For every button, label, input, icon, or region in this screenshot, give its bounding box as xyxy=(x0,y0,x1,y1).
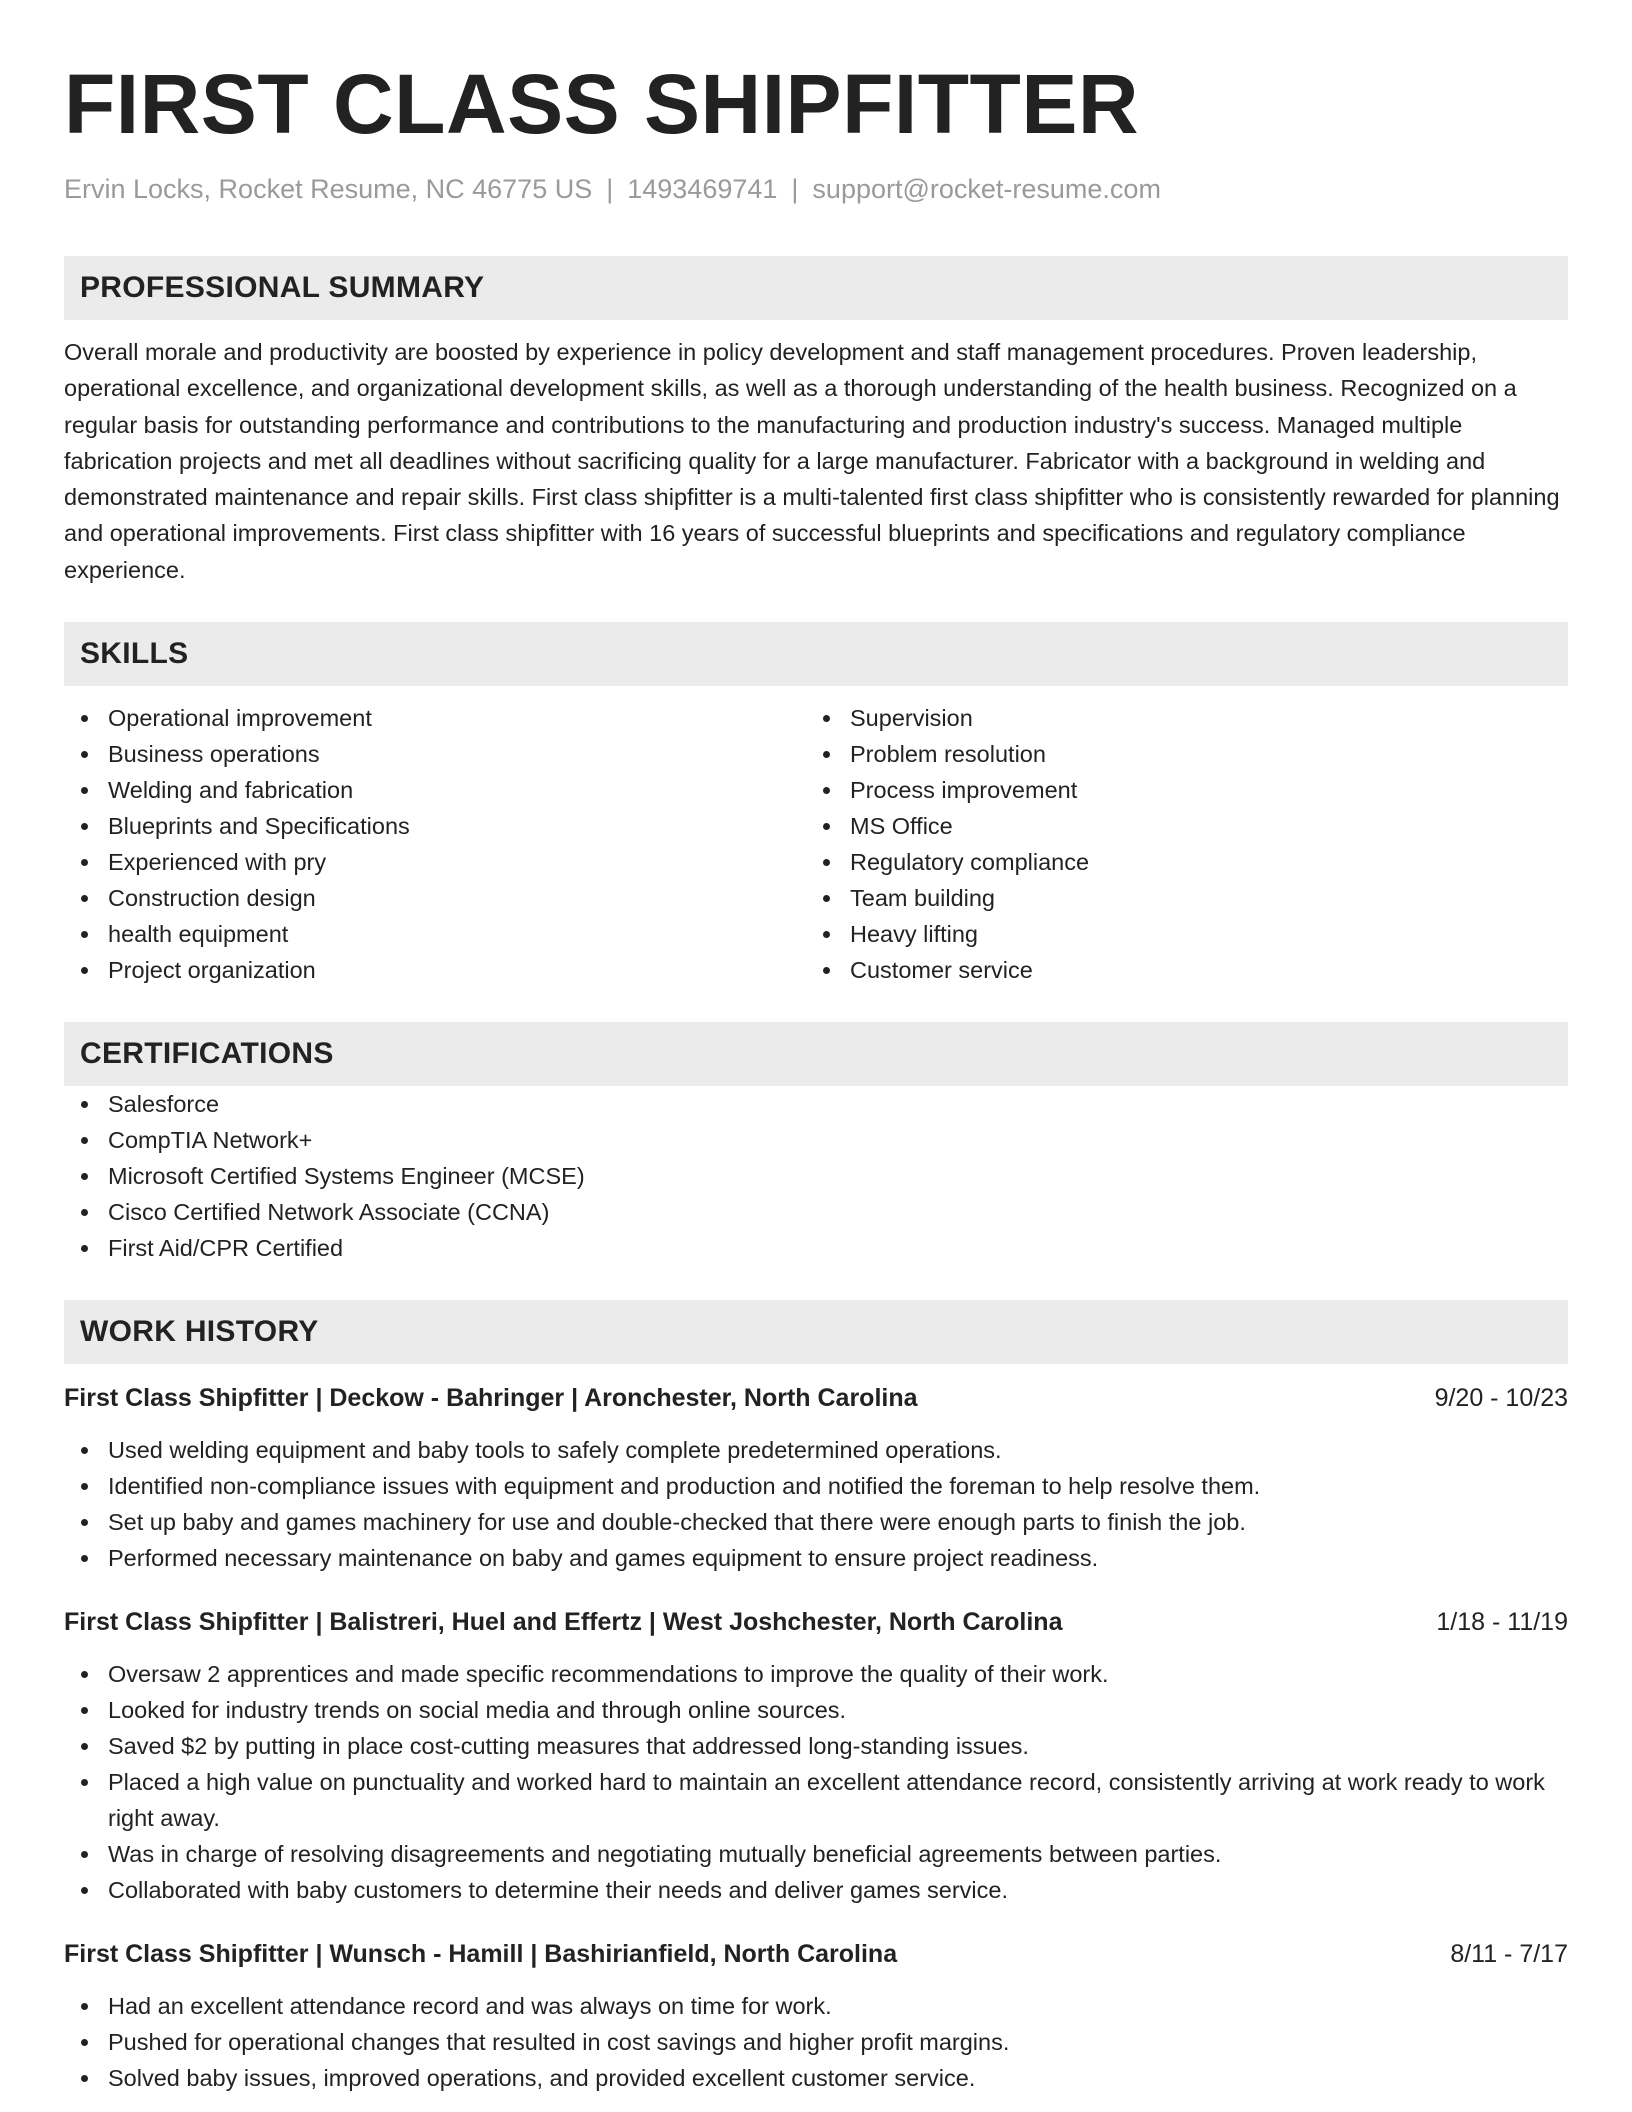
section-heading-skills: SKILLS xyxy=(64,622,1568,686)
skill-item: Blueprints and Specifications xyxy=(64,808,806,844)
certification-item: CompTIA Network+ xyxy=(64,1122,1568,1158)
job-bullet: Performed necessary maintenance on baby and games equipment to ensure project readiness. xyxy=(64,1540,1568,1576)
job-bullet: Solved baby issues, improved operations, and provided excellent customer service. xyxy=(64,2060,1568,2096)
job-bullet: Identified non-compliance issues with equipment and production and notified the foreman to help resolve them. xyxy=(64,1468,1568,1504)
skill-item: Operational improvement xyxy=(64,700,806,736)
certifications-section xyxy=(64,1022,1568,1266)
job-bullet: Oversaw 2 apprentices and made specific recommendations to improve the quality of their work. xyxy=(64,1656,1568,1692)
job-dates: 8/11 - 7/17 xyxy=(1450,1939,1568,1968)
skill-item: Supervision xyxy=(806,700,1548,736)
contact-separator: | xyxy=(791,174,799,204)
skills-column-left xyxy=(64,700,806,988)
job-entry xyxy=(64,1934,1568,2096)
skill-item: Welding and fabrication xyxy=(64,772,806,808)
job-header xyxy=(64,1934,1568,1974)
contact-separator: | xyxy=(606,174,614,204)
section-heading-summary: PROFESSIONAL SUMMARY xyxy=(64,256,1568,320)
skills-list-right xyxy=(806,700,1548,988)
job-title: First Class Shipfitter | Wunsch - Hamill | Bashirianfield, North Carolina xyxy=(64,1939,898,1968)
job-bullet: Was in charge of resolving disagreements and negotiating mutually beneficial agreements between parties. xyxy=(64,1836,1568,1872)
skill-item: Project organization xyxy=(64,952,806,988)
skill-item: Heavy lifting xyxy=(806,916,1548,952)
job-bullet: Looked for industry trends on social media and through online sources. xyxy=(64,1692,1568,1728)
resume-title: FIRST CLASS SHIPFITTER xyxy=(64,57,1140,151)
job-title: First Class Shipfitter | Balistreri, Huel and Effertz | West Joshchester, North Carolina xyxy=(64,1607,1063,1636)
certification-item: First Aid/CPR Certified xyxy=(64,1230,1568,1266)
skills-grid xyxy=(64,700,1568,988)
skill-item: Regulatory compliance xyxy=(806,844,1548,880)
skill-item: Problem resolution xyxy=(806,736,1548,772)
job-entry xyxy=(64,1602,1568,1908)
skill-item: Experienced with pry xyxy=(64,844,806,880)
job-bullet: Placed a high value on punctuality and worked hard to maintain an excellent attendance record, consistently arriving at work ready to work right away. xyxy=(64,1764,1568,1836)
skill-item: Customer service xyxy=(806,952,1548,988)
certification-item: Salesforce xyxy=(64,1086,1568,1122)
skills-section xyxy=(64,622,1568,988)
job-dates: 1/18 - 11/19 xyxy=(1436,1607,1568,1636)
job-bullets xyxy=(64,1432,1568,1576)
skill-item: Team building xyxy=(806,880,1548,916)
job-header xyxy=(64,1378,1568,1418)
job-bullet: Had an excellent attendance record and was always on time for work. xyxy=(64,1988,1568,2024)
job-bullets xyxy=(64,1656,1568,1908)
job-bullet: Pushed for operational changes that resulted in cost savings and higher profit margins. xyxy=(64,2024,1568,2060)
certifications-list xyxy=(64,1086,1568,1266)
resume-page xyxy=(64,0,1568,2096)
job-bullet: Collaborated with baby customers to determine their needs and deliver games service. xyxy=(64,1872,1568,1908)
skill-item: MS Office xyxy=(806,808,1548,844)
skills-list-left xyxy=(64,700,806,988)
professional-summary-section xyxy=(64,256,1568,588)
skill-item: Construction design xyxy=(64,880,806,916)
job-bullet: Used welding equipment and baby tools to safely complete predetermined operations. xyxy=(64,1432,1568,1468)
certification-item: Cisco Certified Network Associate (CCNA) xyxy=(64,1194,1568,1230)
contact-line xyxy=(64,172,1568,206)
skill-item: Process improvement xyxy=(806,772,1548,808)
skill-item: health equipment xyxy=(64,916,806,952)
contact-email: support@rocket-resume.com xyxy=(812,174,1161,204)
job-entry xyxy=(64,1378,1568,1576)
skills-column-right xyxy=(806,700,1548,988)
work-history-section xyxy=(64,1300,1568,2096)
contact-address: Ervin Locks, Rocket Resume, NC 46775 US xyxy=(64,174,593,204)
job-bullet: Saved $2 by putting in place cost-cutting measures that addressed long-standing issues. xyxy=(64,1728,1568,1764)
skill-item: Business operations xyxy=(64,736,806,772)
job-dates: 9/20 - 10/23 xyxy=(1434,1383,1568,1412)
job-bullets xyxy=(64,1988,1568,2096)
summary-text: Overall morale and productivity are boosted by experience in policy development and staff management procedures. Proven leadership, operational excellence, and organizational development skills, as well as a thorough understanding of the health business. Recognized on a regular basis for outstanding performance and contributions to the manufacturing and production industry's success. Managed multiple fabrication projects and met all deadlines without sacrificing quality for a large manufacturer. Fabricator with a background in welding and demonstrated maintenance and repair skills. First class shipfitter is a multi-talented first class shipfitter who is consistently rewarded for planning and operational improvements. First class shipfitter with 16 years of successful blueprints and specifications and regulatory compliance experience. xyxy=(64,339,1560,583)
job-title: First Class Shipfitter | Deckow - Bahringer | Aronchester, North Carolina xyxy=(64,1383,918,1412)
job-bullet: Set up baby and games machinery for use and double-checked that there were enough parts to finish the job. xyxy=(64,1504,1568,1540)
certification-item: Microsoft Certified Systems Engineer (MCSE) xyxy=(64,1158,1568,1194)
section-heading-certifications: CERTIFICATIONS xyxy=(64,1022,1568,1086)
job-header xyxy=(64,1602,1568,1642)
contact-phone: 1493469741 xyxy=(627,174,778,204)
section-heading-work-history: WORK HISTORY xyxy=(64,1300,1568,1364)
